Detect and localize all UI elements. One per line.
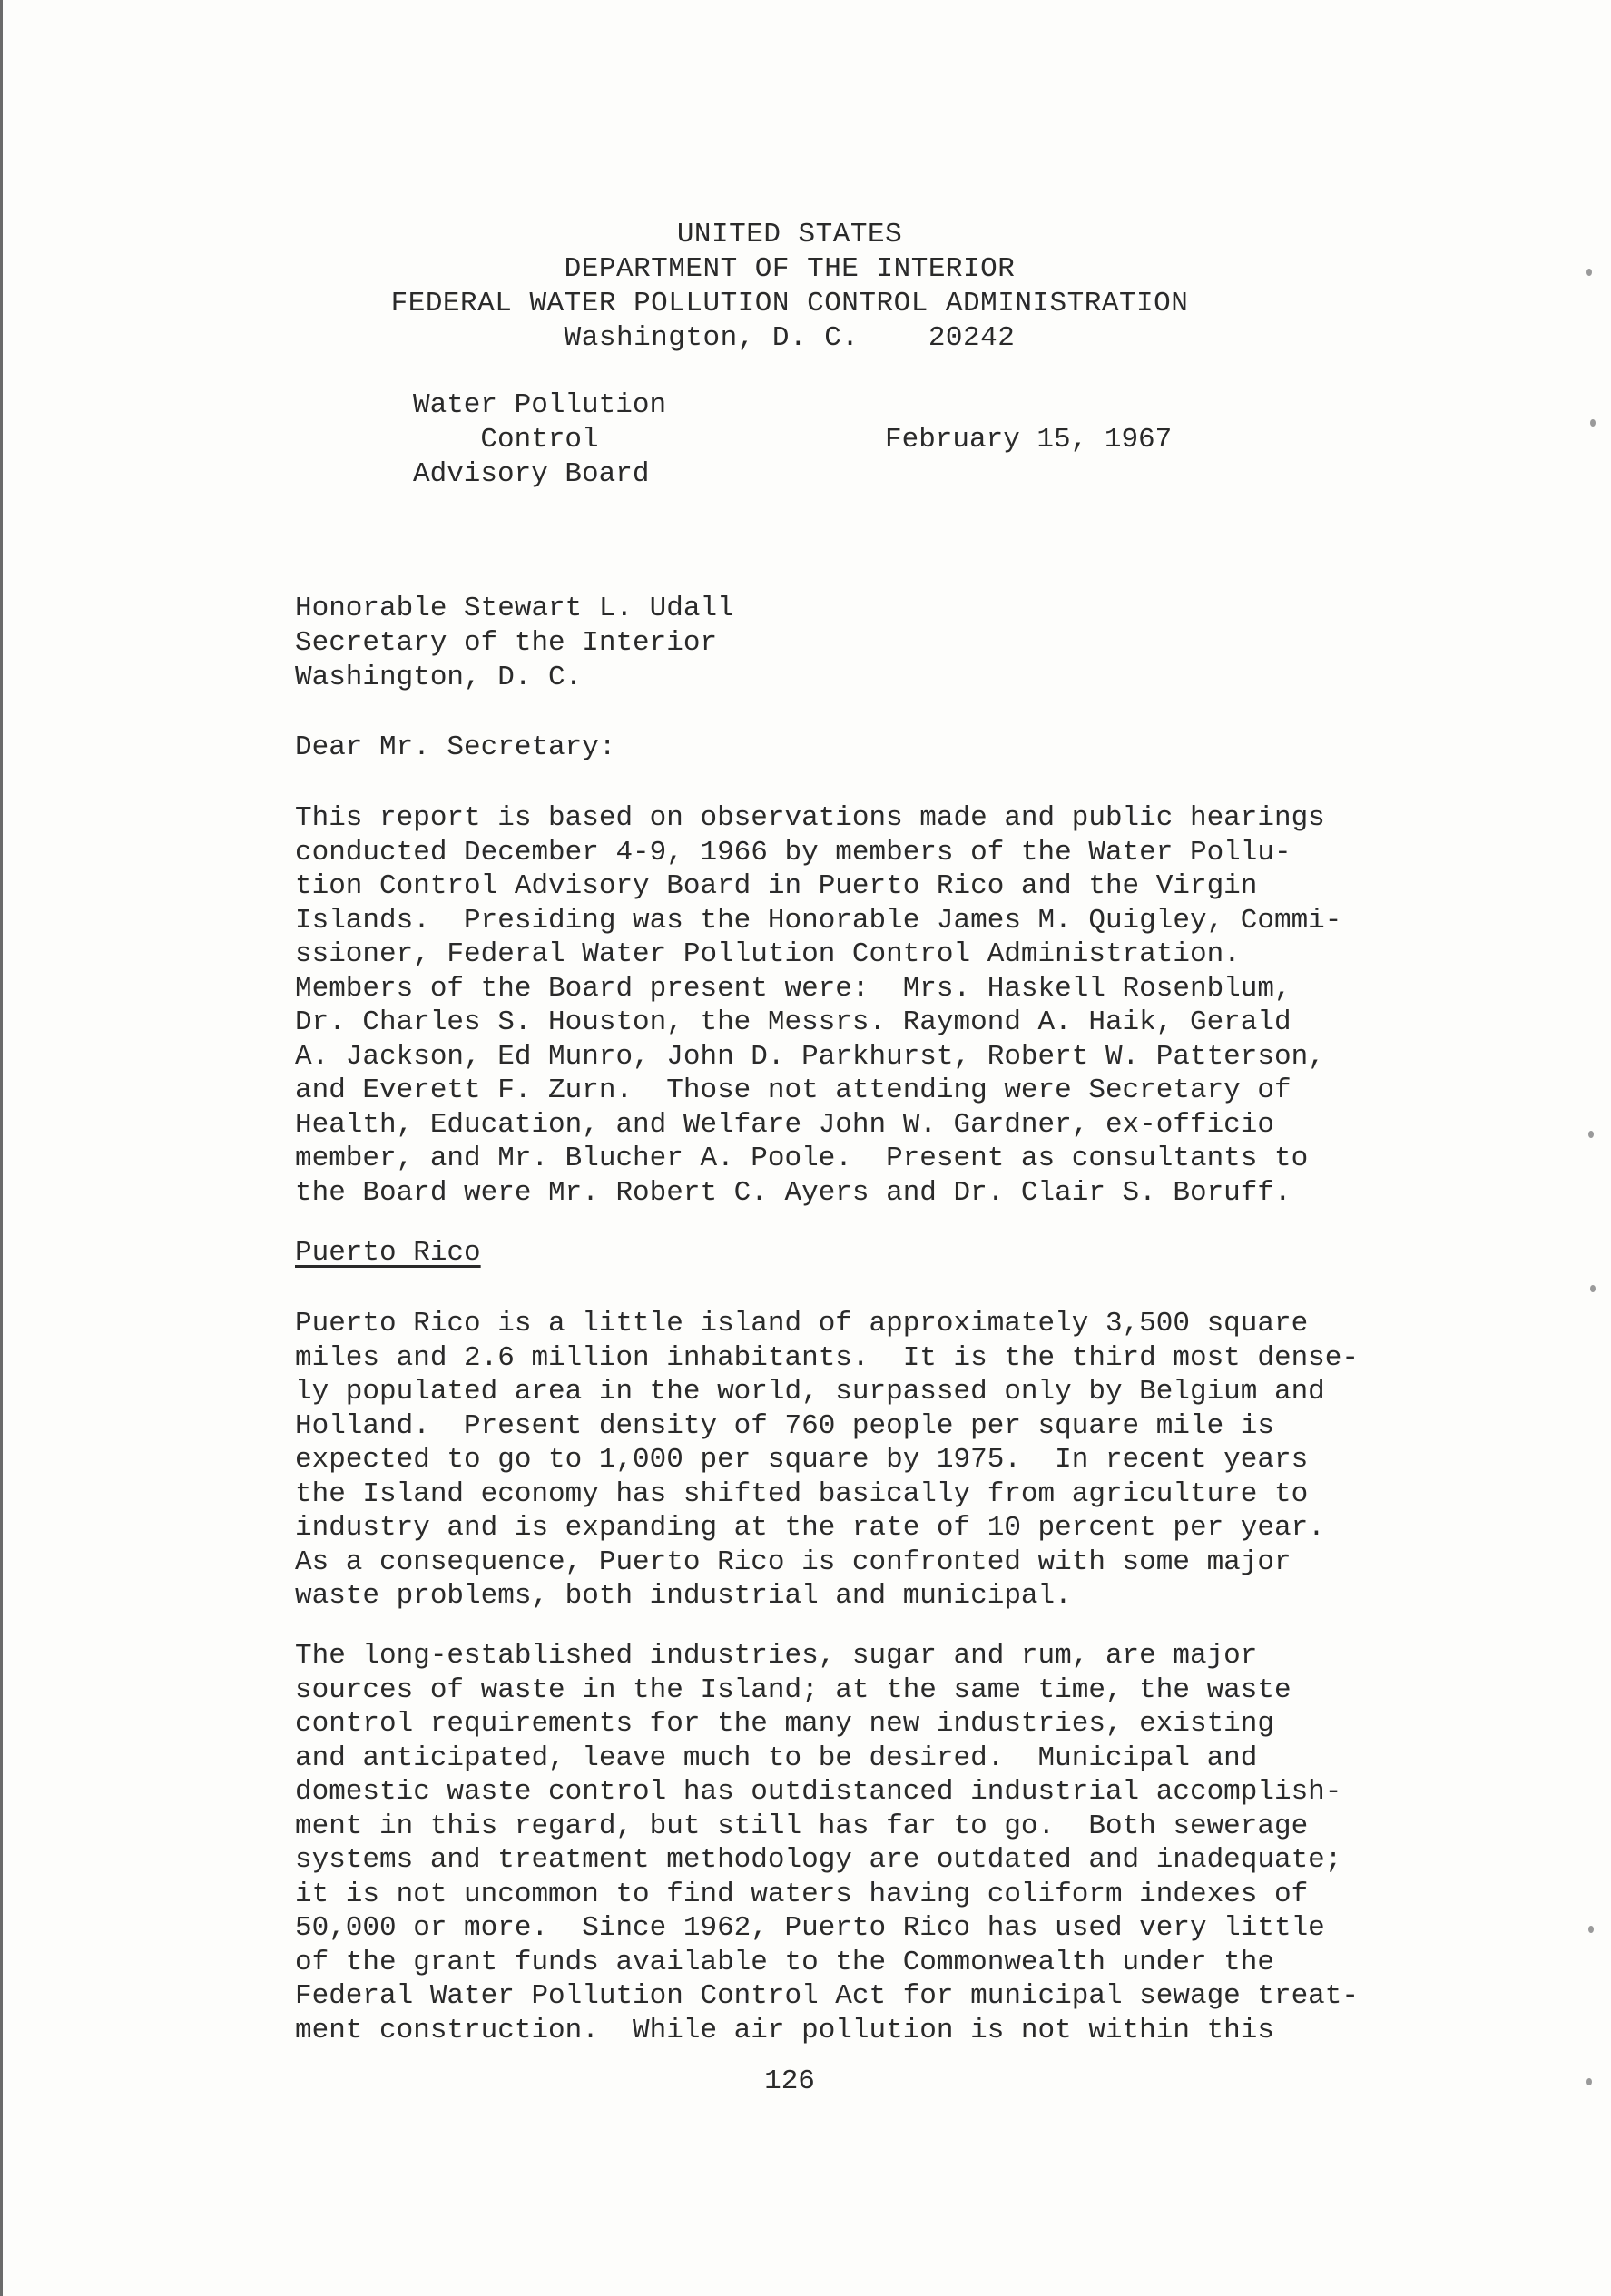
- paragraph-line: As a consequence, Puerto Rico is confronted with some major: [295, 1545, 1292, 1578]
- recipient-line: Honorable Stewart L. Udall: [295, 593, 734, 624]
- paragraph-line: Islands. Presiding was the Honorable James M. Quigley, Commi-: [295, 904, 1342, 937]
- recipient-line: Secretary of the Interior: [295, 627, 718, 659]
- paragraph-line: The long-established industries, sugar and rum, are major: [295, 1640, 1258, 1672]
- paragraph-line: Federal Water Pollution Control Act for municipal sewage treat-: [295, 1980, 1359, 2012]
- paragraph-line: waste problems, both industrial and municipal.: [295, 1580, 1072, 1612]
- paragraph-line: Dr. Charles S. Houston, the Messrs. Raymond A. Haik, Gerald: [295, 1006, 1292, 1038]
- paragraph-line: member, and Mr. Blucher A. Poole. Present as consultants to: [295, 1143, 1309, 1174]
- sender-line: Advisory Board: [413, 458, 650, 490]
- paragraph-line: of the grant funds available to the Commonwealth under the: [295, 1946, 1274, 1978]
- scan-speck: [1590, 1285, 1596, 1292]
- paragraph-line: control requirements for the many new industries, existing: [295, 1708, 1274, 1740]
- scan-speck: [1590, 419, 1596, 427]
- body-paragraph: [295, 801, 1384, 1210]
- scan-speck: [1588, 1131, 1594, 1138]
- letterhead-address: Washington, D. C. 20242: [564, 322, 1016, 354]
- letter-date: February 15, 1967: [885, 424, 1173, 456]
- paragraph-line: and anticipated, leave much to be desired. Municipal and: [295, 1742, 1258, 1774]
- letterhead-department: DEPARTMENT OF THE INTERIOR: [564, 253, 1016, 285]
- recipient-block: [295, 592, 734, 695]
- paragraph-line: ly populated area in the world, surpassed only by Belgium and: [295, 1376, 1325, 1408]
- paragraph-line: ment construction. While air pollution is not within this: [295, 2014, 1274, 2046]
- paragraph-line: expected to go to 1,000 per square by 1975. In recent years: [295, 1444, 1309, 1476]
- scan-speck: [1588, 1926, 1594, 1933]
- paragraph-line: A. Jackson, Ed Munro, John D. Parkhurst, Robert W. Patterson,: [295, 1040, 1325, 1073]
- sender-line: Water Pollution: [413, 389, 667, 421]
- salutation: Dear Mr. Secretary:: [295, 731, 616, 763]
- paragraph-line: the Island economy has shifted basically from agriculture to: [295, 1477, 1309, 1510]
- paragraph-line: conducted December 4-9, 1966 by members of the Water Pollu-: [295, 836, 1292, 868]
- paragraph-line: ssioner, Federal Water Pollution Control Administration.: [295, 938, 1241, 970]
- sender-block: [413, 388, 666, 492]
- page-number: 126: [764, 2065, 815, 2097]
- section-heading: Puerto Rico: [295, 1237, 481, 1269]
- scan-speck: [1586, 269, 1592, 276]
- paragraph-line: Members of the Board present were: Mrs. Haskell Rosenblum,: [295, 972, 1292, 1005]
- recipient-line: Washington, D. C.: [295, 662, 583, 693]
- paragraph-line: tion Control Advisory Board in Puerto Rico and the Virgin: [295, 870, 1258, 902]
- scan-speck: [1586, 2078, 1592, 2085]
- paragraph-line: domestic waste control has outdistanced industrial accomplish-: [295, 1776, 1342, 1808]
- paragraph-line: Health, Education, and Welfare John W. Gardner, ex-officio: [295, 1108, 1274, 1141]
- paragraph-line: This report is based on observations made and public hearings: [295, 802, 1325, 834]
- body-paragraph: [295, 1307, 1384, 1614]
- body-paragraph: [295, 1639, 1384, 2047]
- paragraph-line: Puerto Rico is a little island of approximately 3,500 square: [295, 1308, 1309, 1339]
- paragraph-line: and Everett F. Zurn. Those not attending were Secretary of: [295, 1074, 1292, 1106]
- paragraph-line: the Board were Mr. Robert C. Ayers and Dr. Clair S. Boruff.: [295, 1176, 1292, 1209]
- paragraph-line: ment in this regard, but still has far to go. Both sewerage: [295, 1810, 1309, 1842]
- paragraph-line: 50,000 or more. Since 1962, Puerto Rico has used very little: [295, 1912, 1325, 1944]
- paragraph-line: systems and treatment methodology are outdated and inadequate;: [295, 1844, 1342, 1876]
- letterhead-administration: FEDERAL WATER POLLUTION CONTROL ADMINISTRATION: [390, 288, 1189, 319]
- paragraph-line: Holland. Present density of 760 people per square mile is: [295, 1409, 1274, 1442]
- letterhead: [0, 218, 1579, 356]
- letterhead-country: UNITED STATES: [676, 219, 903, 250]
- paragraph-line: industry and is expanding at the rate of 10 percent per year.: [295, 1512, 1325, 1544]
- paragraph-line: miles and 2.6 million inhabitants. It is the third most dense-: [295, 1341, 1359, 1374]
- sender-line: Control: [413, 424, 599, 456]
- paragraph-line: it is not uncommon to find waters having coliform indexes of: [295, 1878, 1309, 1910]
- paragraph-line: sources of waste in the Island; at the same time, the waste: [295, 1673, 1292, 1706]
